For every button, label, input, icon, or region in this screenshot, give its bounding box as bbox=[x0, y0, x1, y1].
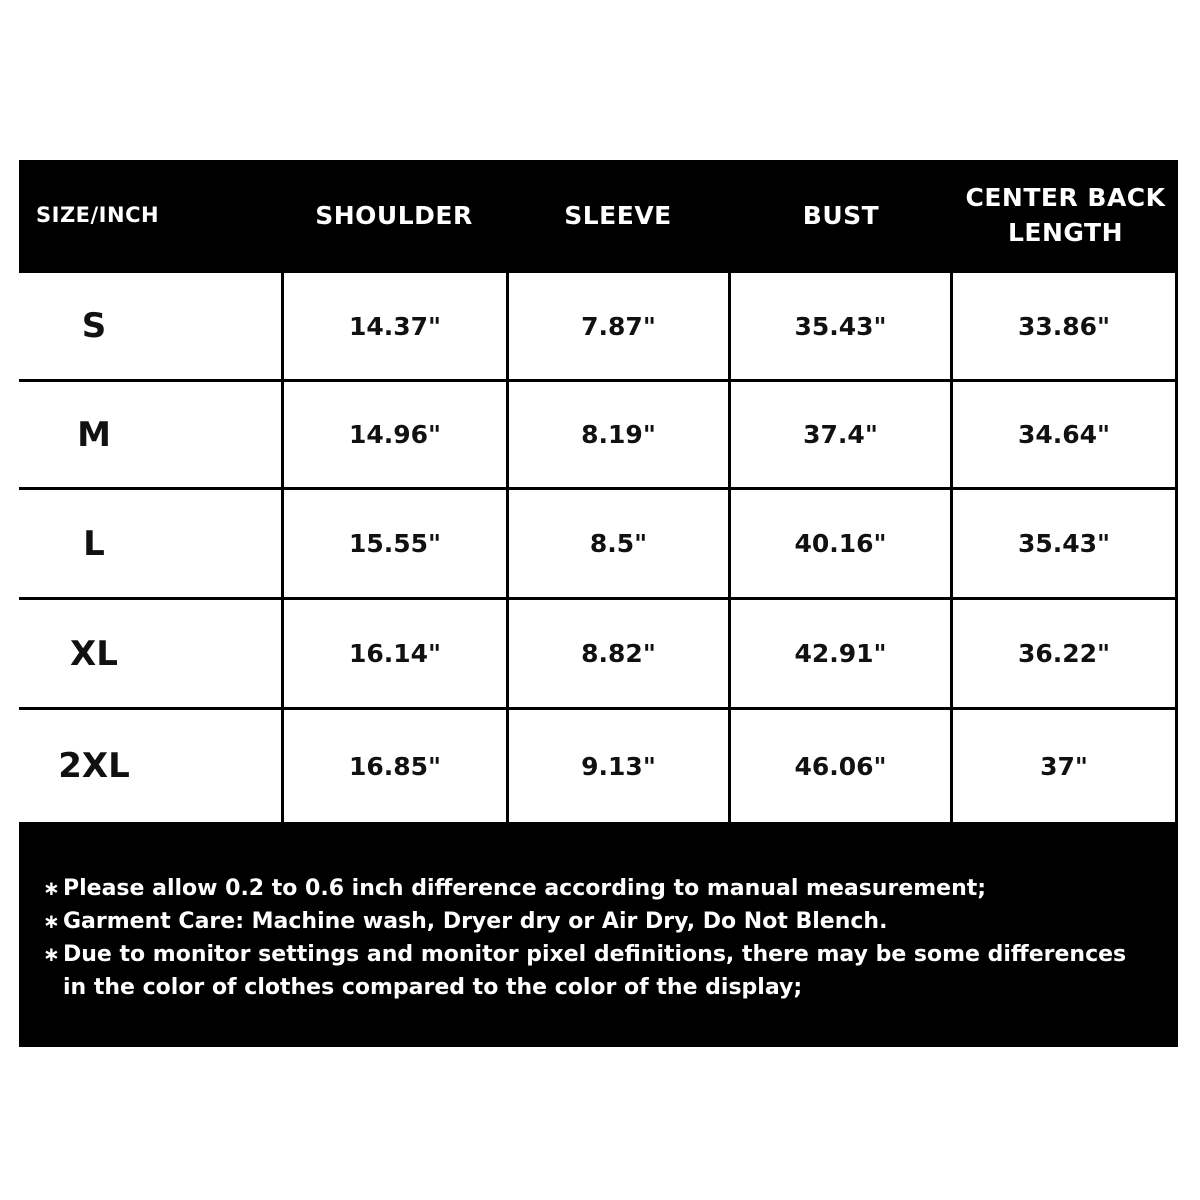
table-body bbox=[19, 270, 1178, 822]
cell-sleeve: 7.87" bbox=[509, 273, 728, 379]
cell-bust: 37.4" bbox=[731, 382, 950, 487]
cell-length: 37" bbox=[953, 710, 1175, 822]
asterisk-icon: ∗ bbox=[43, 942, 60, 966]
cell-length: 33.86" bbox=[953, 273, 1175, 379]
header-sleeve: SLEEVE bbox=[564, 200, 672, 230]
size-label: XL bbox=[70, 633, 118, 674]
size-chart bbox=[19, 160, 1178, 1047]
cell-size bbox=[19, 490, 281, 597]
header-bust: BUST bbox=[802, 200, 880, 230]
notes-section bbox=[19, 822, 1178, 1047]
note-text: Please allow 0.2 to 0.6 inch difference according to manual measurement; bbox=[63, 876, 987, 901]
note-item bbox=[43, 938, 1138, 1004]
cell-sleeve: 8.5" bbox=[509, 490, 728, 597]
asterisk-icon: ∗ bbox=[43, 909, 60, 933]
cell-size bbox=[19, 273, 281, 379]
cell-bust: 35.43" bbox=[731, 273, 950, 379]
asterisk-icon: ∗ bbox=[43, 876, 60, 900]
cell-sleeve: 8.82" bbox=[509, 600, 728, 707]
cell-shoulder: 14.37" bbox=[284, 273, 506, 379]
header-length-line1: CENTER BACK bbox=[965, 183, 1166, 212]
cell-bust: 40.16" bbox=[731, 490, 950, 597]
cell-length: 36.22" bbox=[953, 600, 1175, 707]
note-text: Due to monitor settings and monitor pixel definitions, there may be some differences in the color of clothes compared to the color of the display; bbox=[63, 942, 1127, 1000]
size-label: M bbox=[77, 414, 111, 455]
cell-shoulder: 15.55" bbox=[284, 490, 506, 597]
size-label: S bbox=[81, 306, 107, 346]
cell-size bbox=[19, 600, 281, 707]
cell-bust: 42.91" bbox=[731, 600, 950, 707]
size-label: 2XL bbox=[58, 746, 130, 786]
note-item bbox=[43, 872, 1138, 905]
note-text: Garment Care: Machine wash, Dryer dry or Air Dry, Do Not Blench. bbox=[63, 909, 888, 934]
size-label: L bbox=[83, 523, 105, 564]
table-header bbox=[19, 160, 1178, 270]
header-length-line2: LENGTH bbox=[1008, 218, 1123, 247]
cell-size bbox=[19, 382, 281, 487]
cell-shoulder: 16.85" bbox=[284, 710, 506, 822]
cell-length: 34.64" bbox=[953, 382, 1175, 487]
header-shoulder: SHOULDER bbox=[315, 200, 473, 230]
cell-bust: 46.06" bbox=[731, 710, 950, 822]
cell-sleeve: 9.13" bbox=[509, 710, 728, 822]
cell-sleeve: 8.19" bbox=[509, 382, 728, 487]
cell-size bbox=[19, 710, 281, 822]
cell-shoulder: 14.96" bbox=[284, 382, 506, 487]
note-item bbox=[43, 905, 1138, 938]
header-center-back-length bbox=[953, 160, 1178, 270]
cell-length: 35.43" bbox=[953, 490, 1175, 597]
header-size: SIZE/INCH bbox=[36, 202, 160, 227]
cell-shoulder: 16.14" bbox=[284, 600, 506, 707]
